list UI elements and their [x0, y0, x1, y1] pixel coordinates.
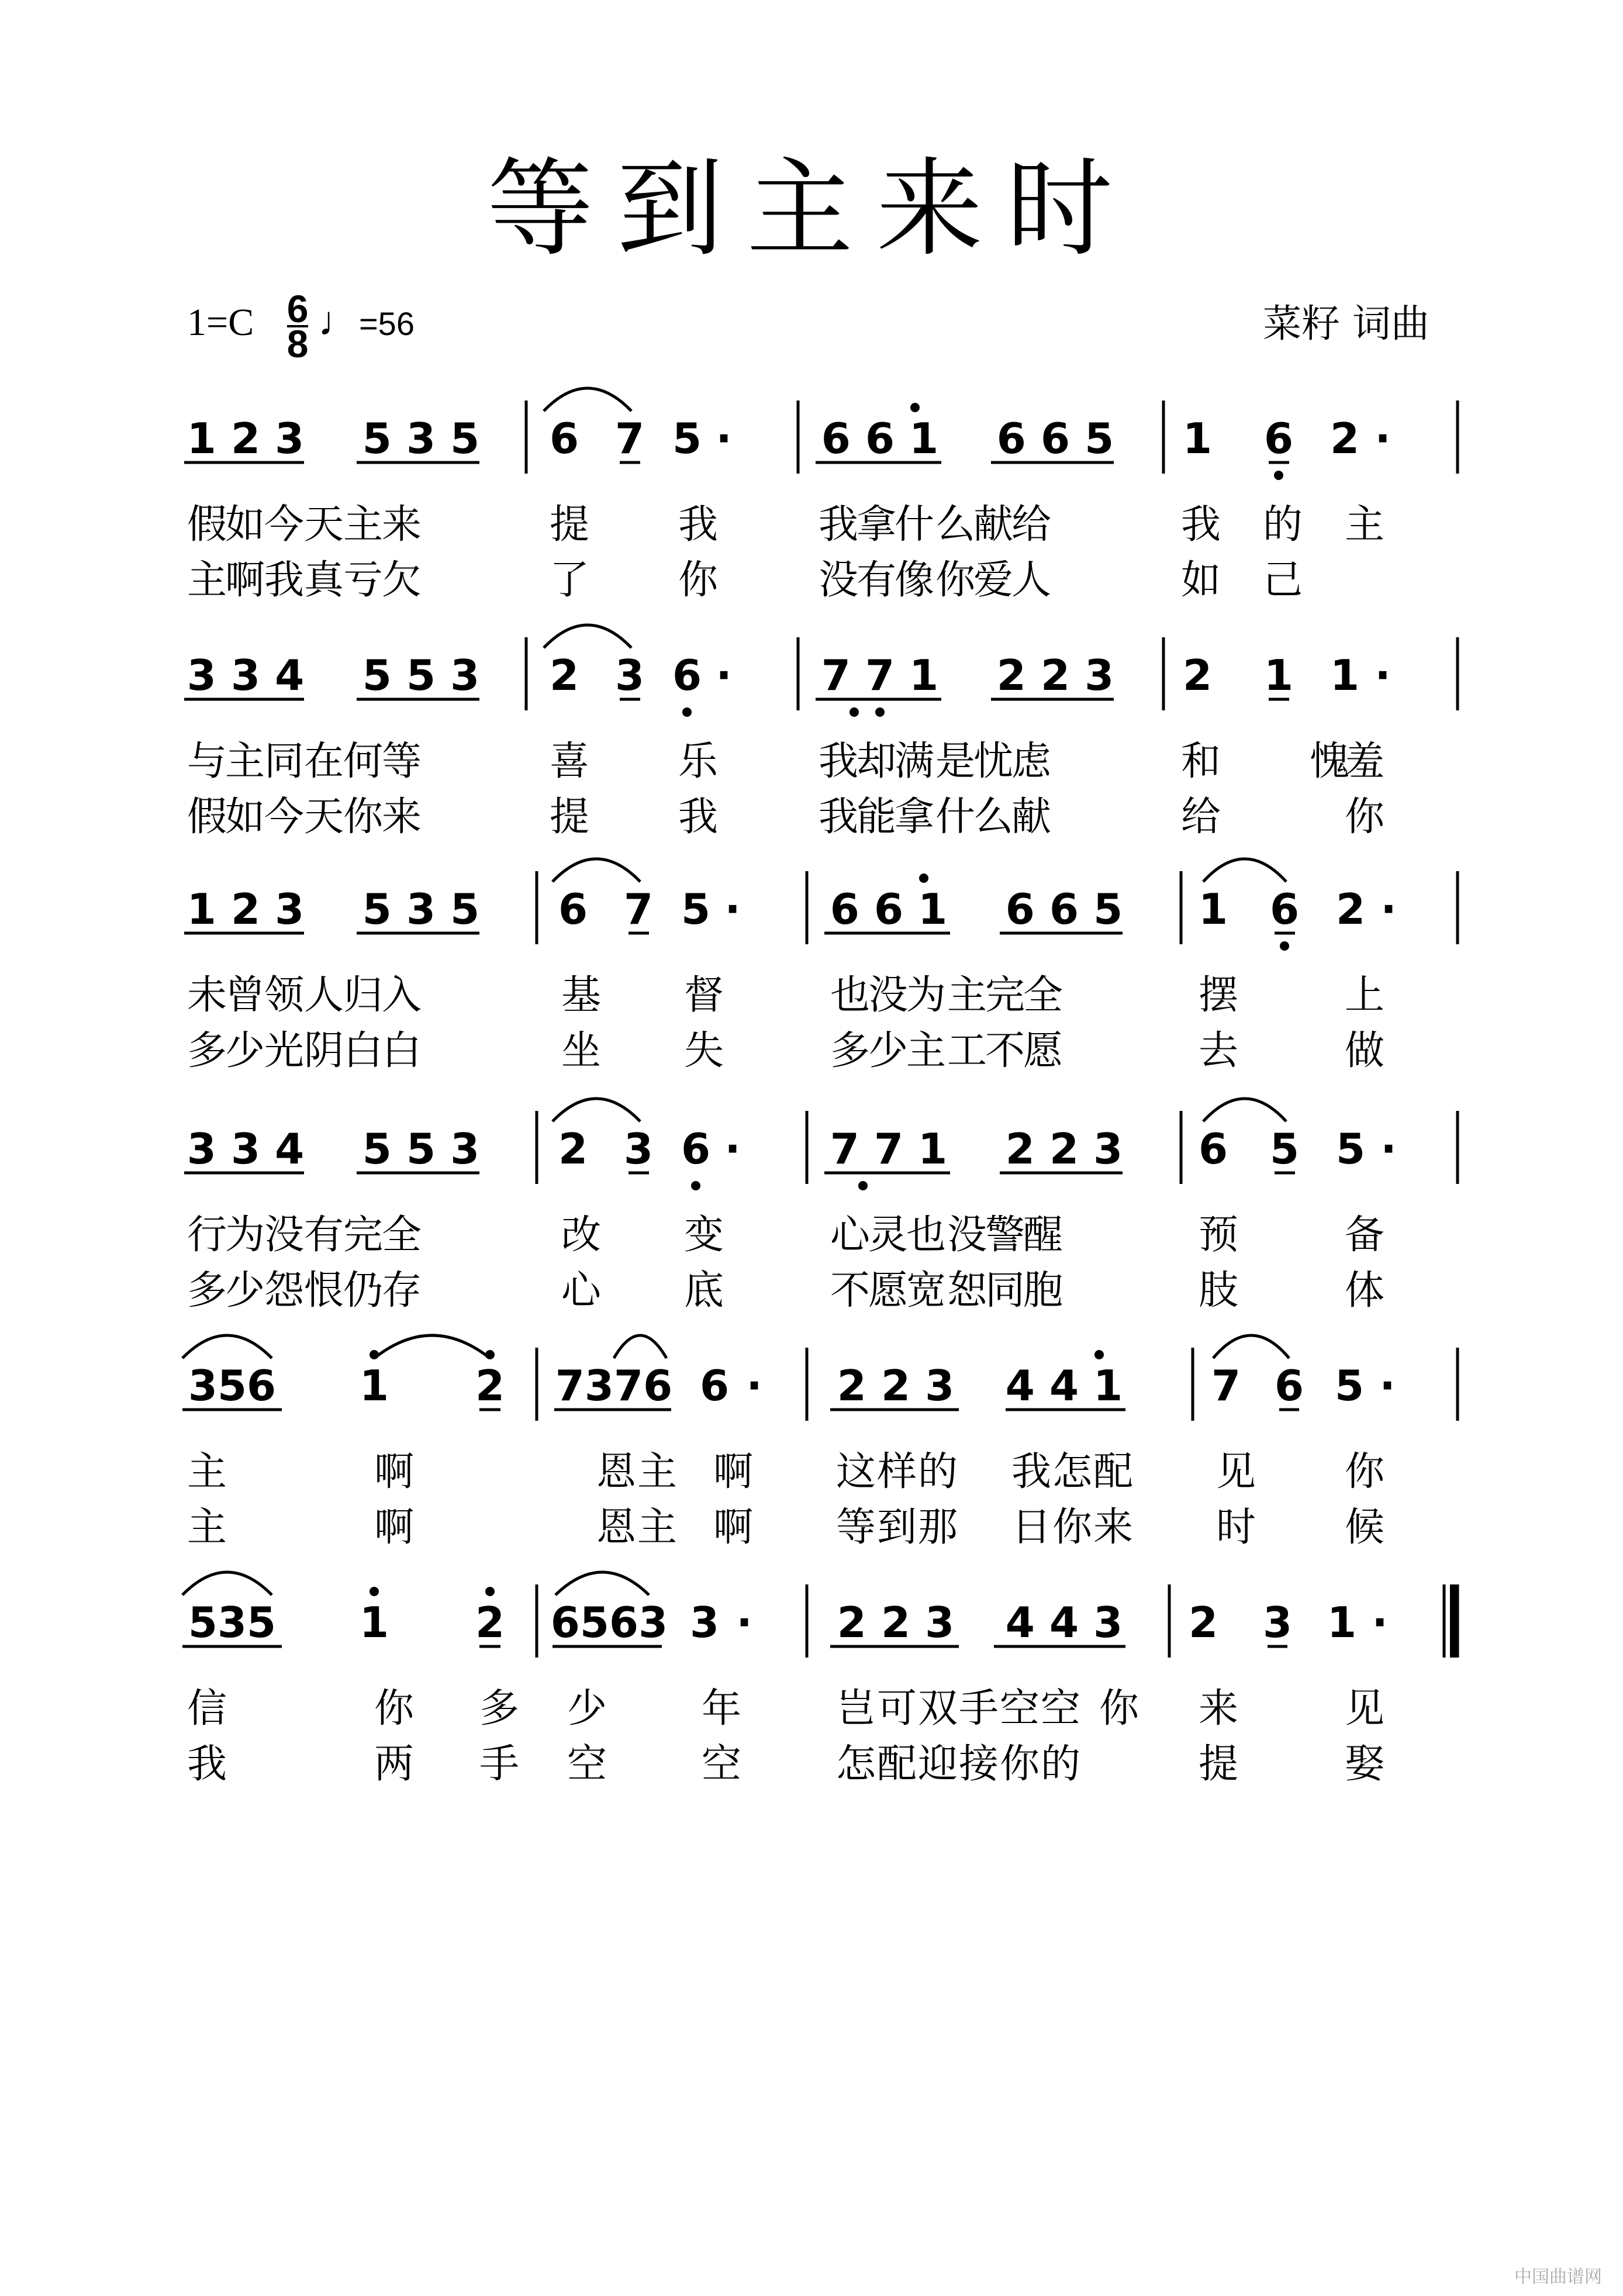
lyric-verse1-char: 主: [1345, 502, 1385, 548]
lyric-verse1-char: 有: [304, 1212, 344, 1258]
lyric-verse2-char: 今: [264, 794, 305, 840]
lyric-verse2-char: 少: [225, 1268, 265, 1314]
lyric-verse2-char: 人: [1011, 557, 1052, 603]
lyric-verse1-char: 啊: [374, 1449, 415, 1495]
lyric-verse1-char: 假: [187, 502, 227, 548]
note-0-6: 6 6 1: [821, 414, 939, 463]
lyric-verse1-char: 提: [550, 502, 590, 548]
octave-dot-5-0: [370, 1587, 379, 1596]
lyric-verse1-char: 给: [1011, 502, 1052, 548]
lyric-verse2-char: 少: [868, 1028, 909, 1074]
lyric-verse1-char: 这: [836, 1449, 876, 1495]
lyric-verse2-char: 到: [877, 1504, 917, 1551]
lyric-verse2-char: 什: [935, 794, 976, 840]
lyric-verse2-char: 你: [678, 557, 719, 603]
note-4-8: 7: [1211, 1361, 1241, 1410]
octave-dot-1-2: [875, 707, 885, 717]
tempo: =56: [358, 305, 415, 343]
time-top: 6: [286, 287, 309, 330]
lyric-verse1-char: 献: [973, 502, 1014, 548]
lyric-verse2-char: 恩: [596, 1504, 637, 1551]
lyric-verse1-char: 何: [343, 738, 384, 785]
lyric-verse2-char: 如: [225, 794, 265, 840]
note-3-5: ·: [724, 1124, 741, 1173]
lyric-verse1-char: 没: [947, 1212, 987, 1258]
note-3-0: 3 3 4: [187, 1124, 305, 1173]
lyric-verse1-char: 却: [857, 738, 897, 785]
final-barline-thick: [1450, 1584, 1457, 1658]
lyric-verse1-char: 满: [895, 738, 935, 785]
lyric-verse2-char: 么: [973, 794, 1014, 840]
lyric-verse1-char: 变: [684, 1212, 724, 1258]
lyric-verse1-char: 是: [935, 738, 976, 785]
lyric-verse1-char: 为: [225, 1212, 265, 1258]
lyric-verse1-char: 预: [1199, 1212, 1239, 1258]
lyric-verse2-char: 空: [702, 1741, 742, 1787]
note-0-7: 6 6 5: [996, 414, 1114, 463]
note-2-0: 1 2 3: [187, 885, 305, 934]
lyric-verse1-char: 改: [561, 1212, 602, 1258]
lyric-verse1-char: 全: [1023, 972, 1063, 1018]
lyric-verse2-char: 失: [684, 1028, 724, 1074]
lyric-verse1-char: 主: [343, 502, 384, 548]
note-2-6: 6 6 1: [830, 885, 948, 934]
lyric-verse1-char: 信: [187, 1686, 227, 1732]
lyric-verse1-char: 空: [1041, 1686, 1081, 1732]
note-5-0: 535: [188, 1598, 277, 1647]
lyric-verse1-char: 人: [304, 972, 344, 1018]
lyric-verse1-char: 心: [830, 1212, 871, 1258]
lyric-verse1-char: 忧: [973, 738, 1014, 785]
lyric-verse2-char: 愿: [868, 1268, 909, 1314]
lyric-verse2-char: 心: [561, 1268, 602, 1314]
lyric-verse1-char: 乐: [678, 738, 719, 785]
octave-dot-3-0: [691, 1181, 700, 1190]
slur-4-0: [182, 1335, 272, 1358]
note-0-1: 5 3 5: [362, 414, 480, 463]
lyric-verse1-char: 空: [1000, 1686, 1040, 1732]
lyric-verse1-char: 主: [637, 1449, 678, 1495]
lyric-verse1-char: 年: [702, 1686, 742, 1732]
lyric-verse1-char: 你: [1345, 1449, 1385, 1495]
lyric-verse2-char: 啊: [225, 557, 265, 603]
note-0-10: 2: [1330, 414, 1360, 463]
note-4-4: 6: [699, 1361, 730, 1410]
lyric-verse1-char: 岂: [836, 1686, 876, 1732]
lyric-verse1-char: 天: [304, 502, 344, 548]
lyric-verse1-char: 我: [1181, 502, 1221, 548]
lyric-verse1-char: 双: [918, 1686, 958, 1732]
song-title: 等到主来时: [487, 147, 1136, 271]
slur-2-0: [552, 859, 640, 882]
lyric-verse1-char: 没: [264, 1212, 305, 1258]
slur-4-1: [374, 1335, 490, 1358]
slur-1-0: [544, 625, 631, 648]
note-0-11: ·: [1375, 414, 1391, 463]
lyric-verse1-char: 完: [343, 1212, 384, 1258]
note-1-3: 3: [614, 651, 645, 700]
lyric-verse2-char: 候: [1345, 1504, 1385, 1551]
lyric-verse2-char: 多: [187, 1268, 227, 1314]
lyric-verse1-char: 备: [1345, 1212, 1385, 1258]
note-4-11: ·: [1379, 1361, 1396, 1410]
note-4-5: ·: [746, 1361, 762, 1410]
lyric-verse2-char: 仍: [343, 1268, 384, 1314]
lyric-verse1-char: 基: [561, 972, 602, 1018]
lyric-verse1-char: 为: [906, 972, 947, 1018]
note-0-0: 1 2 3: [187, 414, 305, 463]
lyric-verse1-char: 我: [678, 502, 719, 548]
lyric-verse2-char: 欠: [382, 557, 422, 603]
octave-dot-2-1: [1280, 941, 1289, 951]
note-3-4: 6: [681, 1124, 711, 1173]
slur-3-0: [552, 1099, 640, 1121]
slur-4-2: [614, 1335, 667, 1358]
lyric-verse2-char: 来: [382, 794, 422, 840]
slur-2-1: [1203, 859, 1286, 882]
octave-dot-5-1: [485, 1587, 495, 1596]
lyric-verse2-char: 白: [382, 1028, 422, 1074]
lyric-verse2-char: 你: [935, 557, 976, 603]
note-5-2: 2: [475, 1598, 505, 1647]
lyric-verse1-char: 喜: [550, 738, 590, 785]
lyric-verse1-char: 曾: [225, 972, 265, 1018]
note-1-2: 2: [549, 651, 579, 700]
lyric-verse2-char: 拿: [895, 794, 935, 840]
lyric-verse2-char: 你: [1052, 1504, 1093, 1551]
lyric-verse2-char: 光: [264, 1028, 305, 1074]
note-2-11: ·: [1380, 885, 1397, 934]
lyric-verse2-char: 存: [382, 1268, 422, 1314]
note-3-1: 5 5 3: [362, 1124, 480, 1173]
lyric-verse1-char: 上: [1345, 972, 1385, 1018]
octave-dot-0-0: [910, 403, 920, 412]
note-4-0: 356: [188, 1361, 277, 1410]
lyric-verse2-char: 日: [1011, 1504, 1052, 1551]
watermark: 中国曲谱网: [1514, 2267, 1602, 2287]
lyric-verse1-char: 拿: [857, 502, 897, 548]
note-1-5: ·: [716, 651, 732, 700]
lyric-verse1-char: 也: [830, 972, 871, 1018]
credit: 菜籽 词曲: [1263, 301, 1429, 346]
lyric-verse1-char: 来: [382, 502, 422, 548]
lyric-verse1-char: 灵: [868, 1212, 909, 1258]
lyric-verse2-char: 我: [187, 1741, 227, 1787]
lyric-verse1-char: 多: [479, 1686, 520, 1732]
note-1-7: 2 2 3: [996, 651, 1114, 700]
octave-dot-1-0: [682, 707, 692, 717]
lyric-verse2-char: 像: [895, 557, 935, 603]
lyric-verse1-char: 我: [1011, 1449, 1052, 1495]
note-1-0: 3 3 4: [187, 651, 305, 700]
note-4-9: 6: [1274, 1361, 1304, 1410]
lyric-verse2-char: 等: [836, 1504, 876, 1551]
lyric-verse1-char: 什: [895, 502, 935, 548]
lyric-verse1-char: 你: [374, 1686, 415, 1732]
lyric-verse2-char: 天: [304, 794, 344, 840]
note-2-10: 2: [1335, 885, 1366, 934]
note-1-11: ·: [1375, 651, 1391, 700]
lyric-verse2-char: 了: [550, 557, 590, 603]
note-0-3: 7: [614, 414, 645, 463]
octave-dot-4-1: [485, 1350, 495, 1359]
lyric-verse1-char: 没: [868, 972, 909, 1018]
lyric-verse2-char: 亏: [343, 557, 384, 603]
lyric-verse1-char: 恩: [596, 1449, 637, 1495]
note-2-3: 7: [623, 885, 654, 934]
lyric-verse2-char: 肢: [1199, 1268, 1239, 1314]
lyric-verse1-char: 的: [1263, 502, 1303, 548]
lyric-verse2-char: 爱: [973, 557, 1014, 603]
lyric-verse1-char: 来: [1199, 1686, 1239, 1732]
lyric-verse2-char: 主: [187, 557, 227, 603]
octave-dot-3-1: [858, 1181, 868, 1190]
lyric-verse1-char: 我: [819, 738, 859, 785]
lyric-verse1-char: 未: [187, 972, 227, 1018]
slur-4-3: [1213, 1335, 1289, 1358]
lyric-verse1-char: 醒: [1023, 1212, 1063, 1258]
lyric-verse2-char: 多: [187, 1028, 227, 1074]
note-5-6: 2 2 3: [837, 1598, 955, 1647]
lyric-verse2-char: 假: [187, 794, 227, 840]
note-4-7: 4 4 1: [1005, 1361, 1123, 1410]
lyric-verse1-char: 少: [567, 1686, 607, 1732]
lyric-verse2-char: 迎: [918, 1741, 958, 1787]
lyric-verse2-char: 多: [830, 1028, 871, 1074]
lyric-verse2-char: 啊: [713, 1504, 754, 1551]
note-5-10: 1: [1327, 1598, 1357, 1647]
lyric-verse2-char: 我: [264, 557, 305, 603]
lyric-verse2-char: 那: [918, 1504, 958, 1551]
lyric-verse2-char: 真: [304, 557, 344, 603]
lyric-verse2-char: 恕: [947, 1268, 987, 1314]
lyric-verse1-char: 啊: [713, 1449, 754, 1495]
lyric-verse2-char: 献: [1011, 794, 1052, 840]
note-5-9: 3: [1262, 1598, 1293, 1647]
note-4-1: 1: [359, 1361, 389, 1410]
time-bottom: 8: [286, 322, 309, 365]
lyric-verse1-char: 的: [918, 1449, 958, 1495]
lyric-verse2-char: 主: [637, 1504, 678, 1551]
slur-5-0: [182, 1572, 272, 1595]
note-3-9: 5: [1269, 1124, 1300, 1173]
note-2-4: 5: [681, 885, 711, 934]
lyric-verse1-char: 也: [906, 1212, 947, 1258]
lyric-verse1-char: 摆: [1199, 972, 1239, 1018]
lyric-verse2-char: 做: [1345, 1028, 1385, 1074]
slur-0-0: [544, 388, 631, 411]
note-2-8: 1: [1198, 885, 1228, 934]
note-4-6: 2 2 3: [837, 1361, 955, 1410]
lyric-verse1-char: 今: [264, 502, 305, 548]
lyric-verse1-char: 行: [187, 1212, 227, 1258]
lyric-verse1-char: 主: [225, 738, 265, 785]
lyric-verse2-char: 白: [343, 1028, 384, 1074]
note-4-2: 2: [475, 1361, 505, 1410]
note-2-2: 6: [558, 885, 588, 934]
note-0-5: ·: [716, 414, 732, 463]
note-3-3: 3: [623, 1124, 654, 1173]
lyric-verse1-char: 么: [935, 502, 976, 548]
note-5-8: 2: [1188, 1598, 1218, 1647]
lyric-verse1-char: 归: [343, 972, 384, 1018]
lyric-verse2-char: 提: [1199, 1741, 1239, 1787]
lyric-verse2-char: 胞: [1023, 1268, 1063, 1314]
lyric-verse1-char: 在: [304, 738, 344, 785]
lyric-verse2-char: 你: [343, 794, 384, 840]
note-3-6: 7 7 1: [830, 1124, 948, 1173]
lyric-verse1-char: 我: [819, 502, 859, 548]
lyric-verse1-char: 同: [264, 738, 305, 785]
note-5-7: 4 4 3: [1005, 1598, 1123, 1647]
lyric-verse2-char: 没: [819, 557, 859, 603]
note-5-4: 3: [689, 1598, 720, 1647]
octave-dot-2-0: [919, 873, 928, 883]
lyric-verse2-char: 愿: [1023, 1028, 1063, 1074]
lyric-verse1-char: 等: [382, 738, 422, 785]
note-2-1: 5 3 5: [362, 885, 480, 934]
note-1-4: 6: [672, 651, 702, 700]
lyric-verse2-char: 娶: [1345, 1741, 1385, 1787]
lyric-verse1-char: 样: [877, 1449, 917, 1495]
lyric-verse2-char: 宽: [906, 1268, 947, 1314]
lyric-verse2-char: 两: [374, 1741, 415, 1787]
lyric-verse2-char: 配: [877, 1741, 917, 1787]
lyric-verse1-char: 配: [1093, 1449, 1134, 1495]
lyric-verse1-char: 与: [187, 738, 227, 785]
slur-5-1: [555, 1572, 649, 1595]
lyric-verse1-char: 入: [382, 972, 422, 1018]
note-5-3: 6563: [550, 1598, 668, 1647]
lyric-verse1-char: 和: [1181, 738, 1221, 785]
lyric-verse1-char: 领: [264, 972, 305, 1018]
note-2-7: 6 6 5: [1005, 885, 1123, 934]
note-3-10: 5: [1335, 1124, 1366, 1173]
lyric-verse2-char: 体: [1345, 1268, 1385, 1314]
lyric-verse2-char: 你: [1345, 794, 1385, 840]
lyric-verse2-char: 有: [857, 557, 897, 603]
lyric-verse1-char: 见: [1345, 1686, 1385, 1732]
lyric-verse2-char: 不: [985, 1028, 1025, 1074]
lyric-verse2-char: 不: [830, 1268, 871, 1314]
lyric-verse1-char: 主: [187, 1449, 227, 1495]
note-3-8: 6: [1198, 1124, 1228, 1173]
lyric-verse1-char: 可: [877, 1686, 917, 1732]
lyric-verse2-char: 阴: [304, 1028, 344, 1074]
note-1-1: 5 5 3: [362, 651, 480, 700]
note-4-3: 7376: [555, 1361, 673, 1410]
quarter-note-icon: ♩: [317, 299, 359, 345]
note-0-9: 6: [1263, 414, 1294, 463]
octave-dot-1-1: [850, 707, 859, 717]
lyric-verse1-char: 督: [684, 972, 724, 1018]
lyric-verse2-char: 啊: [374, 1504, 415, 1551]
lyric-verse2-char: 同: [985, 1268, 1025, 1314]
note-2-9: 6: [1269, 885, 1300, 934]
lyric-verse1-char: 如: [225, 502, 265, 548]
octave-dot-0-1: [1274, 471, 1283, 480]
note-1-6: 7 7 1: [821, 651, 939, 700]
note-0-4: 5: [672, 414, 702, 463]
lyric-verse2-char: 接: [959, 1741, 999, 1787]
lyric-verse1-char: 你: [1099, 1686, 1139, 1732]
key-label: 1=C: [187, 301, 254, 344]
lyric-verse2-char: 我: [678, 794, 719, 840]
lyric-verse2-char: 去: [1199, 1028, 1239, 1074]
lyric-verse2-char: 坐: [561, 1028, 602, 1074]
lyric-verse2-char: 提: [550, 794, 590, 840]
lyric-verse2-char: 给: [1181, 794, 1221, 840]
lyric-verse2-char: 怨: [264, 1268, 305, 1314]
lyric-verse1-char: 完: [985, 972, 1025, 1018]
note-0-8: 1: [1182, 414, 1213, 463]
lyric-verse2-char: 能: [857, 794, 897, 840]
note-1-9: 1: [1263, 651, 1294, 700]
lyric-verse1-char: 愧: [1310, 738, 1350, 785]
note-0-2: 6: [549, 414, 579, 463]
lyric-verse2-char: 如: [1181, 557, 1221, 603]
lyric-verse2-char: 工: [947, 1028, 987, 1074]
lyric-verse1-char: 警: [985, 1212, 1025, 1258]
lyric-verse1-char: 全: [382, 1212, 422, 1258]
note-5-1: 1: [359, 1598, 389, 1647]
note-4-10: 5: [1334, 1361, 1365, 1410]
lyric-verse2-char: 怎: [836, 1741, 876, 1787]
lyric-verse2-char: 恨: [304, 1268, 344, 1314]
lyric-verse2-char: 手: [479, 1741, 520, 1787]
slur-3-1: [1203, 1099, 1286, 1121]
lyric-verse2-char: 主: [906, 1028, 947, 1074]
lyric-verse2-char: 我: [819, 794, 859, 840]
lyric-verse2-char: 少: [225, 1028, 265, 1074]
lyric-verse2-char: 己: [1263, 557, 1303, 603]
lyric-verse1-char: 虑: [1011, 738, 1052, 785]
note-1-8: 2: [1182, 651, 1213, 700]
lyric-verse1-char: 见: [1216, 1449, 1256, 1495]
note-3-11: ·: [1380, 1124, 1397, 1173]
note-1-10: 1: [1330, 651, 1360, 700]
note-3-7: 2 2 3: [1005, 1124, 1123, 1173]
note-5-11: ·: [1372, 1598, 1388, 1647]
lyric-verse2-char: 空: [567, 1741, 607, 1787]
lyric-verse1-char: 主: [947, 972, 987, 1018]
lyric-verse2-char: 来: [1093, 1504, 1134, 1551]
octave-dot-4-2: [1094, 1350, 1104, 1359]
lyric-verse1-char: 怎: [1052, 1449, 1093, 1495]
octave-dot-4-0: [370, 1350, 379, 1359]
lyric-verse2-char: 主: [187, 1504, 227, 1551]
note-2-5: ·: [724, 885, 741, 934]
lyric-verse1-char: 手: [959, 1686, 999, 1732]
note-3-2: 2: [558, 1124, 588, 1173]
lyric-verse2-char: 底: [684, 1268, 724, 1314]
lyric-verse1-char: 羞: [1345, 738, 1385, 785]
lyric-verse2-char: 的: [1041, 1741, 1081, 1787]
lyric-verse2-char: 你: [1000, 1741, 1040, 1787]
lyric-verse2-char: 时: [1216, 1504, 1256, 1551]
note-5-5: ·: [736, 1598, 752, 1647]
